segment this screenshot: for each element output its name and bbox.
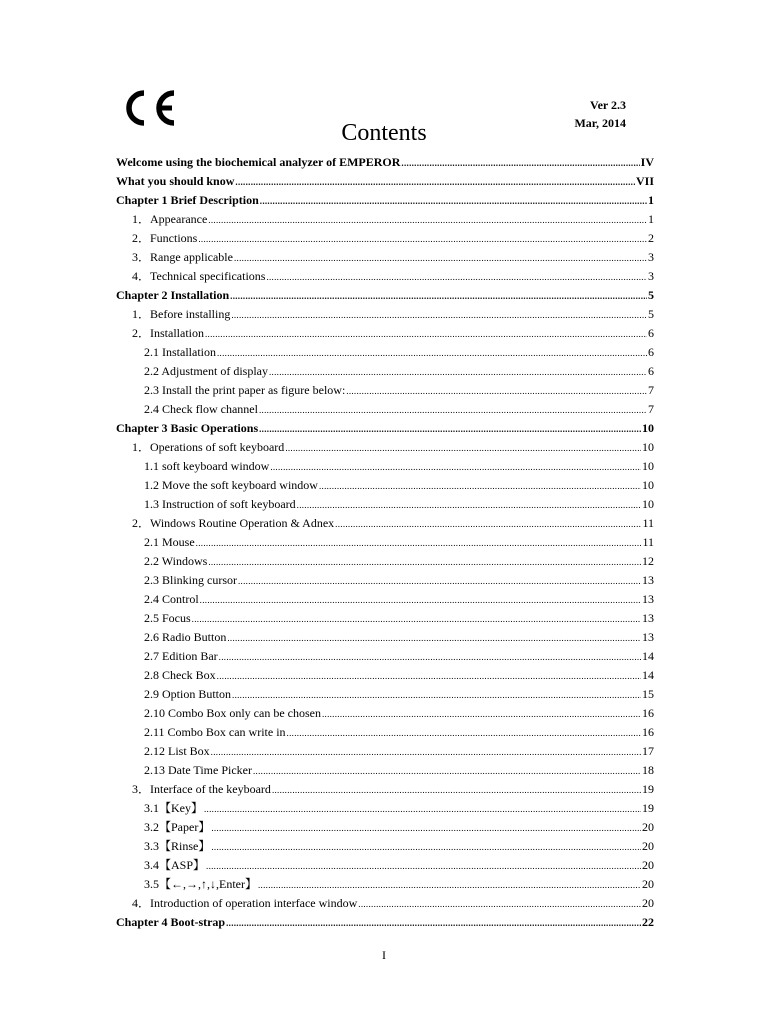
toc-entry[interactable] [116, 438, 654, 457]
dot-leader [335, 515, 641, 534]
toc-entry-label: 2.5 Focus [144, 611, 191, 625]
toc-entry[interactable] [116, 571, 654, 590]
toc-entry[interactable] [116, 210, 654, 229]
toc-entry-label: 1．Operations of soft keyboard [132, 440, 285, 454]
toc-entry[interactable] [116, 248, 654, 267]
toc-entry-label: 2.1 Installation [144, 345, 216, 359]
dot-leader [234, 249, 647, 268]
toc-entry-label: 1．Before installing [132, 307, 231, 321]
toc-entry-page: 15 [642, 687, 654, 701]
toc-entry-page: 20 [642, 839, 654, 853]
toc-entry[interactable] [116, 324, 654, 343]
dot-leader [287, 724, 641, 743]
toc-entry[interactable] [116, 381, 654, 400]
toc-entry[interactable] [116, 362, 654, 381]
toc-entry[interactable] [116, 229, 654, 248]
toc-entry-page: 11 [642, 535, 654, 549]
toc-entry-label: 2．Installation [132, 326, 204, 340]
toc-entry-label: 2．Windows Routine Operation & Adnex [132, 516, 335, 530]
dot-leader [204, 800, 641, 819]
toc-entry-label: 1．Appearance [132, 212, 208, 226]
dot-leader [272, 781, 641, 800]
dot-leader [235, 173, 635, 192]
dot-leader [217, 344, 647, 363]
toc-entry[interactable] [116, 628, 654, 647]
toc-entry[interactable] [116, 533, 654, 552]
toc-entry[interactable] [116, 875, 654, 894]
dot-leader [270, 458, 641, 477]
dot-leader [253, 762, 641, 781]
toc-entry-page: 13 [642, 630, 654, 644]
toc-entry[interactable] [116, 685, 654, 704]
toc-entry-label: 2.4 Control [144, 592, 199, 606]
toc-entry-label: 3．Range applicable [132, 250, 233, 264]
toc-entry-page: 19 [642, 801, 654, 815]
dot-leader [269, 363, 647, 382]
toc-entry-label: What you should know [116, 174, 235, 188]
dot-leader [230, 287, 647, 306]
dot-leader [205, 325, 647, 344]
toc-entry-page: 6 [648, 326, 654, 340]
toc-entry-page: 20 [642, 896, 654, 910]
toc-entry-page: 18 [642, 763, 654, 777]
dot-leader [260, 192, 647, 211]
dot-leader [196, 534, 642, 553]
toc-entry[interactable] [116, 457, 654, 476]
toc-entry-label: Chapter 4 Boot-strap [116, 915, 226, 929]
dot-leader [346, 382, 647, 401]
toc-entry[interactable] [116, 856, 654, 875]
toc-entry-page: 12 [642, 554, 654, 568]
toc-entry-page: 7 [648, 383, 654, 397]
toc-entry-page: 11 [642, 516, 654, 530]
toc-entry-label: 2.6 Radio Button [144, 630, 227, 644]
toc-entry[interactable] [116, 837, 654, 856]
toc-entry-page: 5 [648, 288, 654, 302]
toc-entry-label: 3.5【←,→,↑,↓,Enter】 [144, 877, 257, 891]
dot-leader [232, 686, 641, 705]
toc-entry[interactable] [116, 476, 654, 495]
toc-entry-page: 17 [642, 744, 654, 758]
dot-leader [211, 743, 641, 762]
toc-entry-label: 2.3 Blinking cursor [144, 573, 237, 587]
version-text: Ver 2.3 [590, 98, 626, 112]
toc-entry-label: Chapter 3 Basic Operations [116, 421, 259, 435]
toc-entry-label: 2.8 Check Box [144, 668, 216, 682]
toc-entry[interactable] [116, 609, 654, 628]
toc-entry-page: 10 [642, 478, 654, 492]
toc-entry-label: 3.1【Key】 [144, 801, 203, 815]
dot-leader [258, 876, 641, 895]
toc-entry-page: 14 [642, 649, 654, 663]
toc-entry[interactable] [116, 666, 654, 685]
date-text: Mar, 2014 [574, 116, 626, 130]
toc-entry-page: 19 [642, 782, 654, 796]
dot-leader [266, 268, 647, 287]
toc-entry-page: 6 [648, 345, 654, 359]
toc-entry-page: 16 [642, 706, 654, 720]
toc-entry-page: 16 [642, 725, 654, 739]
toc-entry-label: 2.2 Adjustment of display [144, 364, 268, 378]
toc-entry-label: 2．Functions [132, 231, 198, 245]
dot-leader [219, 648, 641, 667]
toc-entry-label: Welcome using the biochemical analyzer of EMPEROR [116, 155, 401, 169]
toc-entry-page: 13 [642, 573, 654, 587]
toc-entry-label: 2.10 Combo Box only can be chosen [144, 706, 321, 720]
toc-entry[interactable] [116, 495, 654, 514]
toc-entry[interactable] [116, 590, 654, 609]
toc-entry-page: 13 [642, 592, 654, 606]
toc-entry-page: 10 [642, 497, 654, 511]
toc-entry-label: 2.9 Option Button [144, 687, 232, 701]
toc-entry[interactable] [116, 761, 654, 780]
dot-leader [285, 439, 641, 458]
toc-entry-page: 22 [642, 915, 654, 929]
toc-entry-page: 20 [642, 858, 654, 872]
toc-entry-label: 4．Technical specifications [132, 269, 266, 283]
toc-entry[interactable] [116, 419, 654, 438]
toc-entry-label: 1.2 Move the soft keyboard window [144, 478, 318, 492]
dot-leader [322, 705, 641, 724]
toc-entry-page: 20 [642, 877, 654, 891]
toc-entry-page: 1 [648, 212, 654, 226]
toc-entry[interactable] [116, 153, 654, 172]
toc-entry[interactable] [116, 913, 654, 932]
dot-leader [259, 401, 647, 420]
toc-entry-label: 3.3【Rinse】 [144, 839, 211, 853]
toc-entry-page: 14 [642, 668, 654, 682]
toc-entry-page: 13 [642, 611, 654, 625]
toc-entry-label: 2.4 Check flow channel [144, 402, 258, 416]
toc-entry[interactable] [116, 552, 654, 571]
toc-entry-label: 1.3 Instruction of soft keyboard [144, 497, 296, 511]
toc-entry[interactable] [116, 400, 654, 419]
dot-leader [206, 857, 641, 876]
dot-leader [226, 914, 641, 933]
toc-entry-label: 2.11 Combo Box can write in [144, 725, 286, 739]
toc-entry-label: 2.7 Edition Bar [144, 649, 218, 663]
toc-entry-page: IV [640, 155, 654, 169]
toc-entry[interactable] [116, 742, 654, 761]
toc-entry-page: 3 [648, 250, 654, 264]
toc-entry-page: 7 [648, 402, 654, 416]
toc-entry[interactable] [116, 723, 654, 742]
toc-entry-page: 20 [642, 820, 654, 834]
dot-leader [231, 306, 647, 325]
page-title: Contents [341, 120, 427, 146]
toc-entry-page: 10 [642, 459, 654, 473]
toc-entry-label: 3．Interface of the keyboard [132, 782, 271, 796]
dot-leader [401, 154, 639, 173]
dot-leader [297, 496, 641, 515]
dot-leader [192, 610, 641, 629]
table-of-contents [116, 153, 654, 932]
toc-entry[interactable] [116, 286, 654, 305]
dot-leader [198, 230, 647, 249]
toc-entry-label: 2.1 Mouse [144, 535, 195, 549]
toc-entry-page: 5 [648, 307, 654, 321]
dot-leader [319, 477, 641, 496]
toc-entry-label: 3.2【Paper】 [144, 820, 211, 834]
toc-entry[interactable] [116, 647, 654, 666]
toc-entry-label: 2.3 Install the print paper as figure below: [144, 383, 346, 397]
toc-entry[interactable] [116, 305, 654, 324]
toc-entry[interactable] [116, 343, 654, 362]
toc-entry-label: Chapter 2 Installation [116, 288, 230, 302]
toc-entry-page: VII [635, 174, 654, 188]
toc-entry[interactable] [116, 894, 654, 913]
toc-entry-page: 3 [648, 269, 654, 283]
toc-entry[interactable] [116, 818, 654, 837]
toc-entry-page: 10 [642, 421, 654, 435]
dot-leader [211, 838, 641, 857]
toc-entry-page: 1 [648, 193, 654, 207]
toc-entry-page: 6 [648, 364, 654, 378]
dot-leader [358, 895, 641, 914]
toc-entry-page: 2 [648, 231, 654, 245]
toc-entry[interactable] [116, 267, 654, 286]
dot-leader [227, 629, 641, 648]
toc-entry[interactable] [116, 780, 654, 799]
toc-entry-label: 2.12 List Box [144, 744, 210, 758]
toc-entry-page: 10 [642, 440, 654, 454]
toc-entry[interactable] [116, 172, 654, 191]
page-number: I [382, 948, 386, 962]
toc-entry-label: 3.4【ASP】 [144, 858, 206, 872]
dot-leader [259, 420, 641, 439]
toc-entry[interactable] [116, 191, 654, 210]
toc-entry[interactable] [116, 514, 654, 533]
dot-leader [200, 591, 641, 610]
dot-leader [208, 211, 647, 230]
toc-entry-label: 2.2 Windows [144, 554, 208, 568]
dot-leader [217, 667, 641, 686]
dot-leader [238, 572, 641, 591]
toc-entry[interactable] [116, 799, 654, 818]
toc-entry-label: 2.13 Date Time Picker [144, 763, 252, 777]
toc-entry-label: 1.1 soft keyboard window [144, 459, 270, 473]
toc-entry[interactable] [116, 704, 654, 723]
dot-leader [211, 819, 641, 838]
toc-entry-label: 4．Introduction of operation interface window [132, 896, 358, 910]
dot-leader [208, 553, 641, 572]
toc-entry-label: Chapter 1 Brief Description [116, 193, 259, 207]
